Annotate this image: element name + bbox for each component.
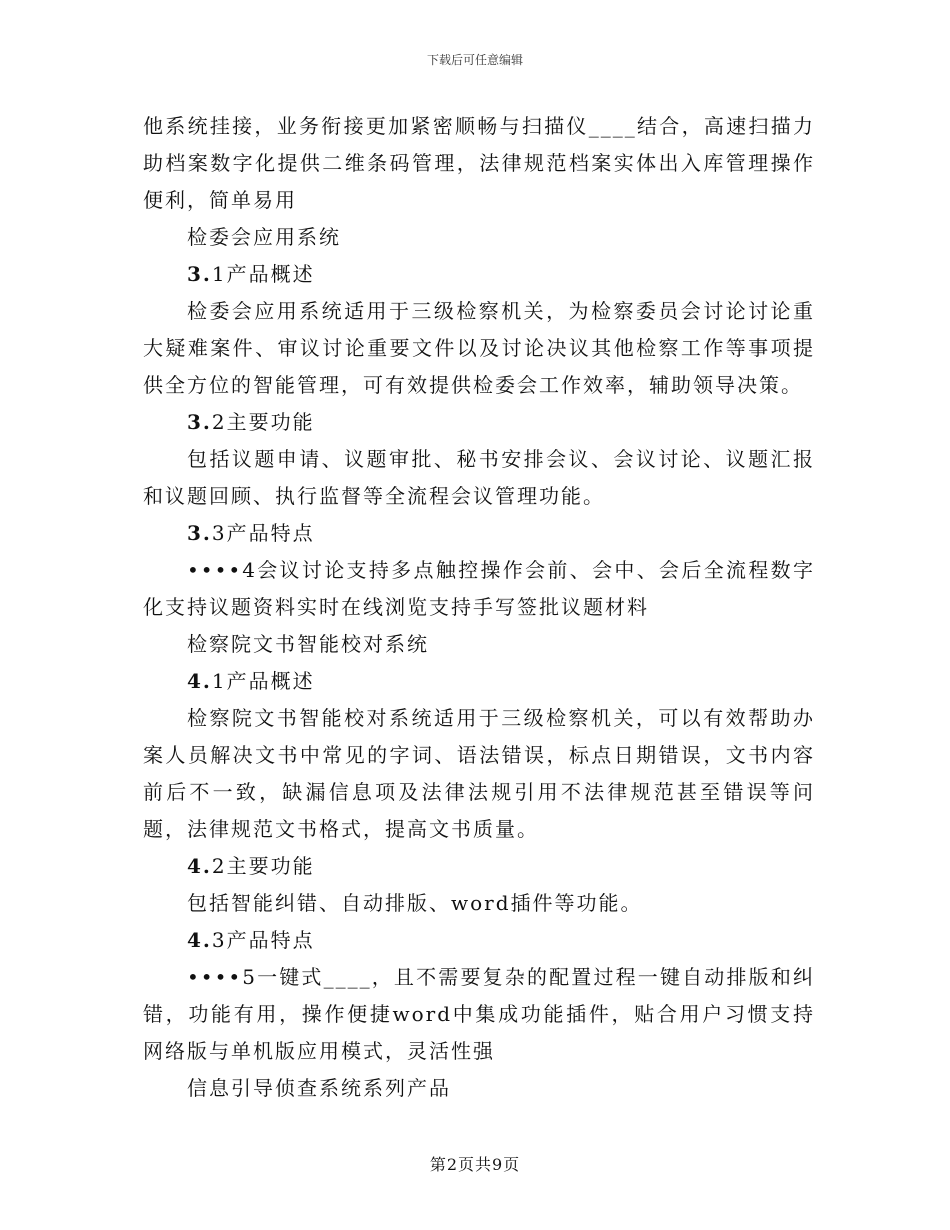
paragraph: [143, 552, 815, 626]
paragraph-text: ••••5一键式____，且不需要复杂的配置过程一键自动排版和纠错，功能有用，操作便捷word中集成功能插件，贴合用户习惯支持网络版与单机版应用模式，灵活性强: [143, 965, 815, 1063]
document-body: [143, 108, 815, 1107]
heading-text: 3产品特点: [211, 521, 315, 545]
paragraph-text: ••••4会议讨论支持多点触控操作会前、会中、会后全流程数字化支持议题资料实时在线浏览支持手写签批议题材料: [143, 558, 815, 619]
subsection-heading: [143, 515, 815, 552]
heading-text: 1产品概述: [211, 262, 315, 286]
paragraph: [143, 108, 815, 219]
paragraph-text: 检察院文书智能校对系统: [187, 632, 429, 656]
heading-number: 4.: [187, 854, 212, 878]
heading-number: 3.: [187, 410, 212, 434]
page-header: 下载后可任意编辑: [426, 53, 523, 67]
paragraph: [143, 700, 815, 848]
heading-text: 1产品概述: [211, 669, 315, 693]
page-footer: 第2页共9页: [429, 1155, 521, 1174]
subsection-heading: [143, 848, 815, 885]
paragraph-text: 检委会应用系统: [187, 225, 341, 249]
subsection-heading: [143, 256, 815, 293]
paragraph: [143, 441, 815, 515]
subsection-heading: [143, 404, 815, 441]
heading-text: 3产品特点: [211, 928, 315, 952]
heading-number: 3.: [187, 521, 212, 545]
heading-text: 2主要功能: [211, 410, 315, 434]
paragraph-text: 包括智能纠错、自动排版、word插件等功能。: [187, 891, 643, 915]
paragraph-text: 信息引导侦查系统系列产品: [187, 1076, 451, 1100]
section-title: [143, 219, 815, 256]
heading-number: 3.: [187, 262, 212, 286]
paragraph-text: 检委会应用系统适用于三级检察机关，为检察委员会讨论讨论重大疑难案件、审议讨论重要文件以及讨论决议其他检察工作等事项提供全方位的智能管理，可有效提供检委会工作效率，辅助领导决策。: [143, 299, 815, 397]
paragraph: [143, 293, 815, 404]
paragraph-text: 他系统挂接，业务衔接更加紧密顺畅与扫描仪____结合，高速扫描力助档案数字化提供二维条码管理，法律规范档案实体出入库管理操作便利，简单易用: [143, 114, 815, 212]
heading-number: 4.: [187, 928, 212, 952]
section-title: [143, 1070, 815, 1107]
section-title: [143, 626, 815, 663]
heading-text: 2主要功能: [211, 854, 315, 878]
subsection-heading: [143, 663, 815, 700]
paragraph-text: 检察院文书智能校对系统适用于三级检察机关，可以有效帮助办案人员解决文书中常见的字词、语法错误，标点日期错误，文书内容前后不一致，缺漏信息项及法律法规引用不法律规范甚至错误等问题，法律规范文书格式，提高文书质量。: [143, 706, 815, 841]
heading-number: 4.: [187, 669, 212, 693]
paragraph: [143, 959, 815, 1070]
paragraph: [143, 885, 815, 922]
subsection-heading: [143, 922, 815, 959]
paragraph-text: 包括议题申请、议题审批、秘书安排会议、会议讨论、议题汇报和议题回顾、执行监督等全流程会议管理功能。: [143, 447, 815, 508]
